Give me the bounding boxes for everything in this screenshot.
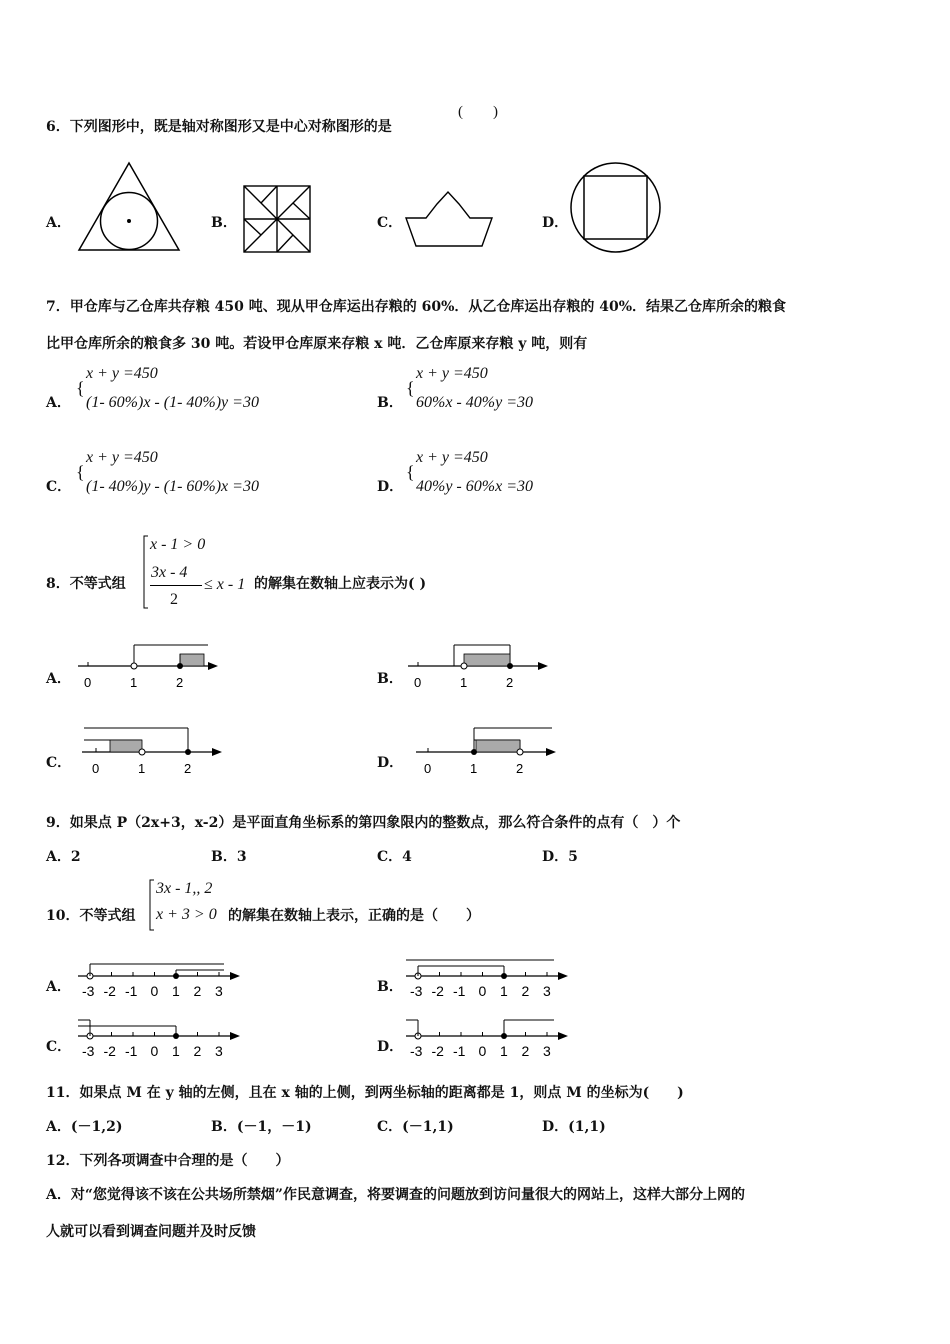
q7-option-d-eq2: 40%y - 60%x =30 bbox=[416, 478, 533, 495]
q9-option-d: D．5 bbox=[542, 849, 578, 865]
tick-label: 2 bbox=[193, 983, 202, 999]
tick-1: 1 bbox=[470, 761, 478, 776]
q8-ineq2-rhs: ≤ x - 1 bbox=[204, 576, 246, 593]
tick-label: -1 bbox=[453, 983, 466, 999]
q8-option-d-label: D． bbox=[377, 755, 404, 771]
tick-label: 0 bbox=[478, 1043, 487, 1059]
q7-option-a-eq1: x + y =450 bbox=[86, 365, 158, 382]
q6-figure-triangle-circle bbox=[76, 160, 182, 255]
q7-option-b-label: B． bbox=[377, 395, 403, 411]
tick-label: -3 bbox=[82, 983, 95, 999]
q6-option-d-label: D． bbox=[542, 215, 569, 231]
q6-figure-boat bbox=[402, 190, 496, 250]
q10-option-b-label: B． bbox=[377, 979, 403, 995]
q7-option-b-eq2: 60%x - 40%y =30 bbox=[416, 394, 533, 411]
tick-label: -3 bbox=[410, 1043, 423, 1059]
arrow-head bbox=[230, 1032, 240, 1040]
tick-1: 1 bbox=[460, 675, 468, 690]
tick-label: -3 bbox=[410, 983, 423, 999]
arrow-head bbox=[558, 972, 568, 980]
tick-label: 1 bbox=[500, 983, 508, 999]
tick-label: 1 bbox=[172, 1043, 180, 1059]
tick-2: 2 bbox=[506, 675, 514, 690]
q8-option-c-numberline bbox=[78, 722, 228, 778]
q8-option-b-numberline bbox=[404, 640, 554, 696]
q10-option-c-label: C． bbox=[46, 1039, 72, 1055]
tick-label: -2 bbox=[431, 983, 444, 999]
arrow-head bbox=[546, 748, 556, 756]
q10-ineq1: 3x - 1,, 2 bbox=[156, 880, 213, 897]
tick-label: -2 bbox=[431, 1043, 444, 1059]
q6-stem: 6．下列图形中，既是轴对称图形又是中心对称图形的是 bbox=[46, 119, 392, 135]
q8-stem-prefix: 8．不等式组 bbox=[46, 576, 126, 592]
q8-frac-denominator: 2 bbox=[170, 591, 178, 608]
q9-stem: 9．如果点 P（2x+3，x-2）是平面直角坐标系的第四象限内的整数点，那么符合条件的点有（ ）个 bbox=[46, 815, 681, 831]
tick-label: -1 bbox=[125, 983, 138, 999]
tick-1: 1 bbox=[130, 675, 138, 690]
q10-ineq2: x + 3 > 0 bbox=[156, 906, 217, 923]
tick-2: 2 bbox=[184, 761, 192, 776]
arrow-head bbox=[230, 972, 240, 980]
tick-label: 3 bbox=[543, 1043, 551, 1059]
tick-0: 0 bbox=[84, 675, 92, 690]
q11-option-a: A．(－1,2) bbox=[46, 1119, 123, 1135]
tick-label: 3 bbox=[215, 983, 223, 999]
q8-frac-numerator: 3x - 4 bbox=[151, 564, 188, 581]
q7-stem-line2: 比甲仓库所余的粮食多 30 吨。若设甲仓库原来存粮 x 吨．乙仓库原来存粮 y 吨，则有 bbox=[46, 336, 588, 352]
q7-option-b-brace: { bbox=[406, 378, 415, 398]
q11-option-d: D．(1,1) bbox=[542, 1119, 606, 1135]
arrow-head bbox=[558, 1032, 568, 1040]
q6-answer-paren: ( ) bbox=[458, 104, 498, 120]
q7-option-d-brace: { bbox=[406, 462, 415, 482]
q9-option-b: B．3 bbox=[211, 849, 247, 865]
q8-frac-bar bbox=[150, 585, 202, 586]
q6-option-b-label: B． bbox=[211, 215, 237, 231]
q7-option-c-brace: { bbox=[76, 462, 85, 482]
tick-label: 2 bbox=[521, 1043, 530, 1059]
q6-figure-circle-square bbox=[568, 160, 663, 255]
q10-option-d-numberline bbox=[404, 1014, 574, 1062]
q12-option-a-line1: A．对“您觉得该不该在公共场所禁烟”作民意调查，将要调查的问题放到访问量很大的网站上，这样大部分上网的 bbox=[46, 1187, 745, 1203]
q7-option-c-eq2: (1- 40%)y - (1- 60%)x =30 bbox=[86, 478, 259, 495]
q10-option-b-numberline bbox=[404, 954, 574, 1002]
q7-option-d-label: D． bbox=[377, 479, 404, 495]
tick-label: -2 bbox=[103, 1043, 116, 1059]
tick-label: 1 bbox=[172, 983, 180, 999]
q9-option-a: A．2 bbox=[46, 849, 81, 865]
q12-option-a-line2: 人就可以看到调查问题并及时反馈 bbox=[46, 1224, 256, 1240]
q10-option-a-label: A． bbox=[46, 979, 71, 995]
q8-option-b-label: B． bbox=[377, 671, 403, 687]
arrow-head bbox=[538, 662, 548, 670]
q7-option-b-eq1: x + y =450 bbox=[416, 365, 488, 382]
tick-label: -2 bbox=[103, 983, 116, 999]
q7-option-c-label: C． bbox=[46, 479, 72, 495]
q12-stem: 12．下列各项调查中合理的是（ ） bbox=[46, 1153, 290, 1169]
tick-label: 2 bbox=[521, 983, 530, 999]
q6-figure-pinwheel bbox=[241, 183, 313, 255]
q8-ineq1: x - 1 > 0 bbox=[150, 536, 206, 553]
q11-stem: 11．如果点 M 在 y 轴的左侧，且在 x 轴的上侧，到两坐标轴的距离都是 1，则点 M 的坐标为( ) bbox=[46, 1085, 684, 1101]
tick-label: 3 bbox=[215, 1043, 223, 1059]
q7-option-a-eq2: (1- 60%)x - (1- 40%)y =30 bbox=[86, 394, 259, 411]
tick-label: 0 bbox=[478, 983, 487, 999]
q10-option-d-label: D． bbox=[377, 1039, 404, 1055]
tick-0: 0 bbox=[92, 761, 100, 776]
q10-system-brace bbox=[146, 878, 156, 932]
q7-option-c-eq1: x + y =450 bbox=[86, 449, 158, 466]
tick-label: 3 bbox=[543, 983, 551, 999]
q7-stem-line1: 7．甲仓库与乙仓库共存粮 450 吨、现从甲仓库运出存粮的 60%．从乙仓库运出存粮的 40%．结果乙仓库所余的粮食 bbox=[46, 299, 787, 315]
q6-option-c-label: C． bbox=[377, 215, 403, 231]
tick-2: 2 bbox=[516, 761, 524, 776]
arrow-head bbox=[208, 662, 218, 670]
q8-option-a-label: A． bbox=[46, 671, 71, 687]
q8-system-brace bbox=[140, 534, 150, 610]
q6-option-a-label: A． bbox=[46, 215, 71, 231]
q11-option-c: C．(－1,1) bbox=[377, 1119, 454, 1135]
tick-label: 0 bbox=[150, 1043, 159, 1059]
q8-option-c-label: C． bbox=[46, 755, 72, 771]
tick-0: 0 bbox=[424, 761, 432, 776]
q10-stem-prefix: 10．不等式组 bbox=[46, 908, 136, 924]
tick-label: -3 bbox=[82, 1043, 95, 1059]
tick-label: -1 bbox=[453, 1043, 466, 1059]
q8-option-a-numberline bbox=[74, 640, 244, 696]
tick-label: 1 bbox=[500, 1043, 508, 1059]
tick-label: -1 bbox=[125, 1043, 138, 1059]
tick-label: 0 bbox=[150, 983, 159, 999]
tick-label: 2 bbox=[193, 1043, 202, 1059]
tick-1: 1 bbox=[138, 761, 146, 776]
q10-option-a-numberline bbox=[76, 954, 246, 1002]
q7-option-a-label: A． bbox=[46, 395, 71, 411]
arrow-head bbox=[212, 748, 222, 756]
q10-option-c-numberline bbox=[76, 1014, 246, 1062]
q10-stem-suffix: 的解集在数轴上表示，正确的是（ ） bbox=[228, 908, 480, 924]
q7-option-d-eq1: x + y =450 bbox=[416, 449, 488, 466]
q9-option-c: C．4 bbox=[377, 849, 412, 865]
q8-option-d-numberline bbox=[412, 722, 562, 778]
tick-0: 0 bbox=[414, 675, 422, 690]
q11-option-b: B．(－1，－1) bbox=[211, 1119, 312, 1135]
q8-stem-suffix: 的解集在数轴上应表示为( ) bbox=[254, 576, 427, 592]
q7-option-a-brace: { bbox=[76, 378, 85, 398]
tick-2: 2 bbox=[176, 675, 184, 690]
